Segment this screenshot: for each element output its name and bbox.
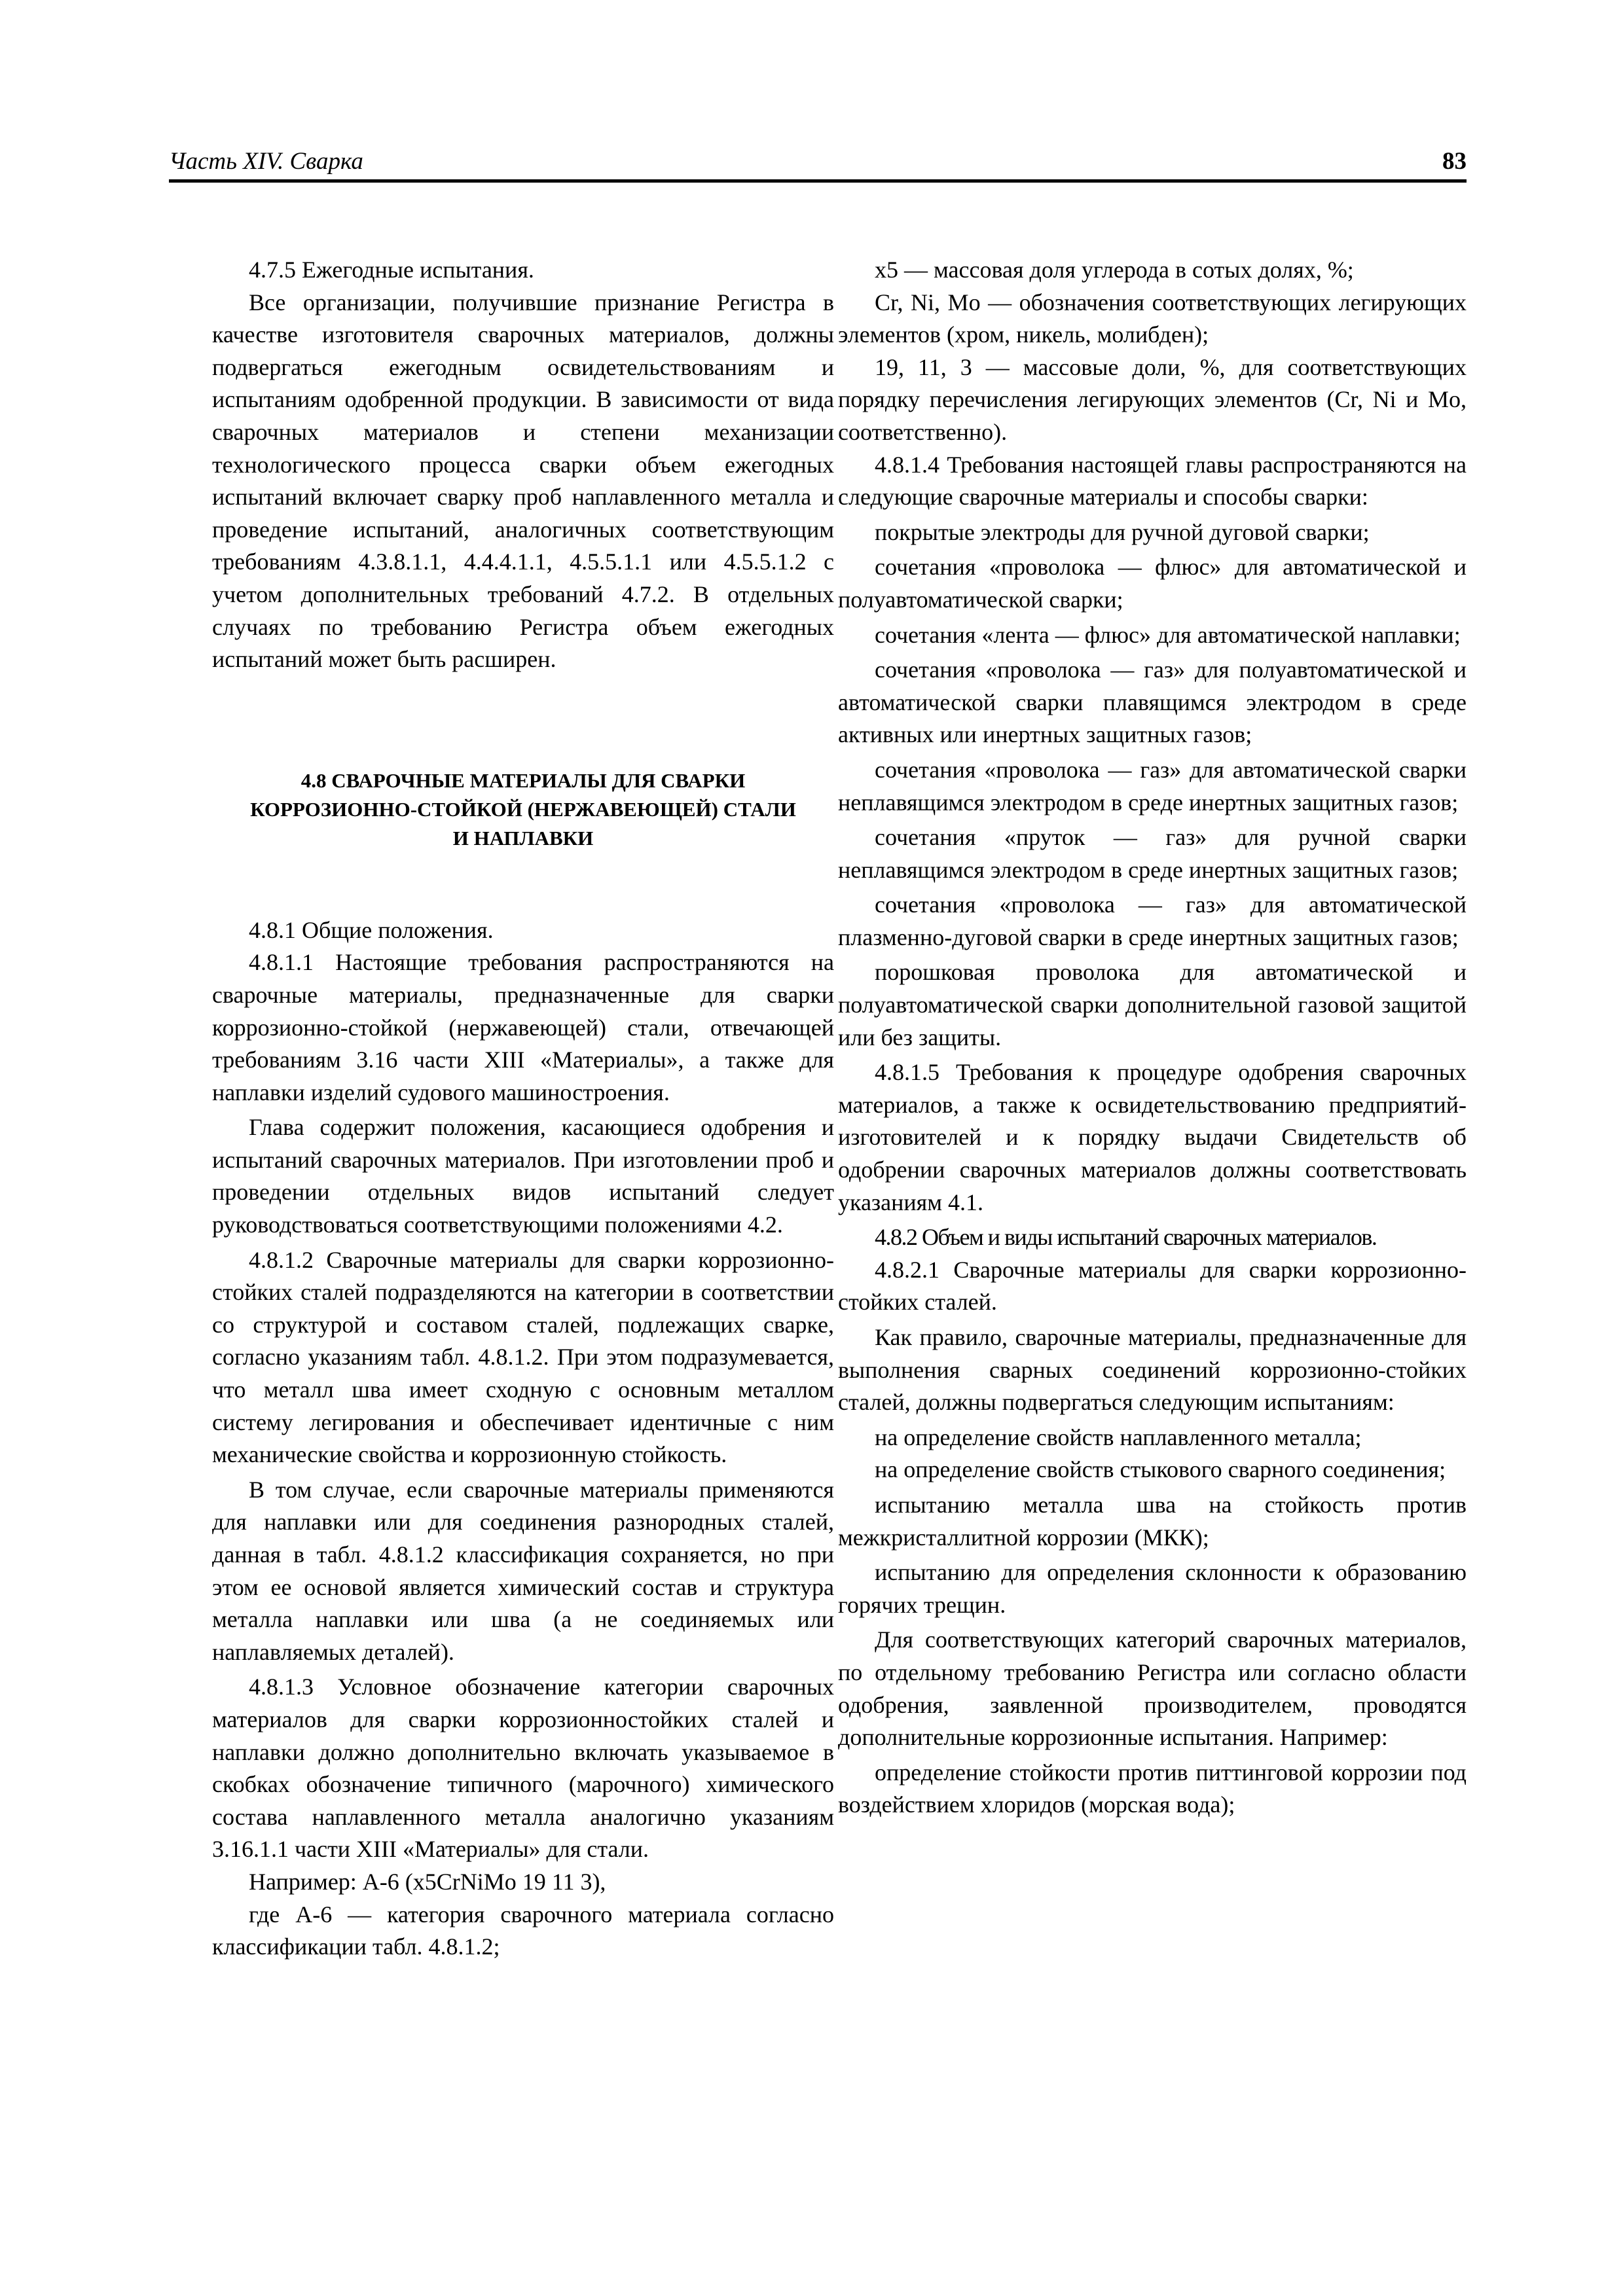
- paragraph-4-8-2-1: 4.8.2.1 Сварочные материалы для сварки коррозионно-стойких сталей.: [838, 1256, 1467, 1316]
- paragraph-4-8-1-heading: 4.8.1 Общие положения.: [249, 916, 494, 943]
- section-title-4-8: [212, 766, 834, 853]
- list-item-pitting: определение стойкости против питтинговой коррозии под воздействием хлоридов (морская вода);: [838, 1759, 1467, 1818]
- paragraph-4-8-1-3: 4.8.1.3 Условное обозначение категории сварочных материалов для сварки коррозионностойких сталей и наплавки должно дополнительно включать указываемое в скобках обозначение типичного (марочного) химического состава наплавленного металла аналогично указаниям 3.16.1.1 части XIII «Материалы» для стали.: [212, 1674, 834, 1863]
- paragraph-carbon-definition: x5 — массовая доля углерода в сотых долях, %;: [875, 257, 1354, 283]
- right-column: [838, 254, 1467, 1821]
- paragraph-4-8-2-heading: 4.8.2 Объем и виды испытаний сварочных материалов.: [875, 1224, 1377, 1251]
- list-item-wire-gas-nonconsumable: сочетания «проволока — газ» для автоматической сварки неплавящимся электродом в среде инертных защитных газов;: [838, 756, 1467, 816]
- paragraph-additional-tests: Для соответствующих категорий сварочных материалов, по отдельному требованию Регистра или согласно области одобрения, заявленной производителем, проводятся дополнительные коррозионные испытания. Например:: [838, 1626, 1467, 1751]
- paragraph-example: Например: А-6 (x5CrNiMo 19 11 3),: [249, 1868, 606, 1895]
- list-item-butt-joint: на определение свойств стыкового сварного соединения;: [875, 1456, 1446, 1483]
- part-title: Часть XIV. Сварка: [169, 148, 363, 175]
- section-title-line: КОРРОЗИОННО-СТОЙКОЙ (НЕРЖАВЕЮЩЕЙ) СТАЛИ: [250, 797, 796, 821]
- list-item-wire-flux: сочетания «проволока — флюс» для автоматической и полуавтоматической сварки;: [838, 554, 1467, 613]
- paragraph-elements-definition: Cr, Ni, Mo — обозначения соответствующих легирующих элементов (хром, никель, молибден);: [838, 289, 1467, 348]
- list-item-electrodes: покрытые электроды для ручной дуговой сварки;: [875, 518, 1370, 545]
- paragraph-annual-tests: Все организации, получившие признание Регистра в качестве изготовителя сварочных материалов, должны подвергаться ежегодным освидетельствованиям и испытаниям одобренной продукции. В зависимости от вида сварочных материалов и степени механизации технологического процесса сварки объем ежегодных испытаний включает сварку проб наплавленного металла и проведение испытаний, аналогичных соответствующим требованиям 4.3.8.1.1, 4.4.4.1.1, 4.5.5.1.1 или 4.5.5.1.2 с учетом дополнительных требований 4.7.2. В отдельных случаях по требованию Регистра объем ежегодных испытаний может быть расширен.: [212, 289, 834, 673]
- paragraph-example-explanation: где А-6 — категория сварочного материала согласно классификации табл. 4.8.1.2;: [212, 1901, 834, 1960]
- paragraph-4-8-1-5: 4.8.1.5 Требования к процедуре одобрения сварочных материалов, а также к освидетельствованию предприятий-изготовителей и к порядку выдачи Свидетельств об одобрении сварочных материалов должны соответствовать указаниям 4.1.: [838, 1059, 1467, 1215]
- running-header: [169, 145, 1467, 183]
- page-number: 83: [1442, 148, 1467, 175]
- list-item-hot-cracking: испытанию для определения склонности к образованию горячих трещин.: [838, 1559, 1467, 1618]
- left-column: [212, 254, 834, 1964]
- paragraph-tests-intro: Как правило, сварочные материалы, предназначенные для выполнения сварных соединений коррозионно-стойких сталей, должны подвергаться следующим испытаниям:: [838, 1324, 1467, 1416]
- paragraph-4-8-1-2: 4.8.1.2 Сварочные материалы для сварки коррозионно-стойких сталей подразделяются на категории в соответствии со структурой и составом сталей, подлежащих сварке, согласно указаниям табл. 4.8.1.2. При этом подразумевается, что металл шва имеет сходную с основным металлом систему легирования и обеспечивает идентичные с ним механические свойства и коррозионную стойкость.: [212, 1246, 834, 1468]
- list-item-deposited-metal: на определение свойств наплавленного металла;: [875, 1424, 1362, 1450]
- list-item-intergranular-corrosion: испытанию металла шва на стойкость против межкристаллитной коррозии (МКК);: [838, 1491, 1467, 1551]
- section-title-line: И НАПЛАВКИ: [452, 826, 594, 850]
- list-item-rod-gas: сочетания «пруток — газ» для ручной сварки неплавящимся электродом в среде инертных защитных газов;: [838, 824, 1467, 883]
- paragraph-4-8-1-4: 4.8.1.4 Требования настоящей главы распространяются на следующие сварочные материалы и способы сварки:: [838, 451, 1467, 511]
- list-item-wire-gas-consumable: сочетания «проволока — газ» для полуавтоматической и автоматической сварки плавящимся электродом в среде активных или инертных защитных газов;: [838, 656, 1467, 748]
- paragraph-chapter-scope: Глава содержит положения, касающиеся одобрения и испытаний сварочных материалов. При изготовлении проб и проведении отдельных видов испытаний следует руководствоваться соответствующими положениями 4.2.: [212, 1114, 834, 1238]
- paragraph-dissimilar-steels: В том случае, если сварочные материалы применяются для наплавки или для соединения разнородных сталей, данная в табл. 4.8.1.2 классификация сохраняется, но при этом ее основой является химический состав и структура металла наплавки или шва (а не соединяемых или наплавляемых деталей).: [212, 1476, 834, 1665]
- list-item-plasma: сочетания «проволока — газ» для автоматической плазменно-дуговой сварки в среде инертных защитных газов;: [838, 891, 1467, 950]
- list-item-flux-cored-wire: порошковая проволока для автоматической и полуавтоматической сварки дополнительной газовой защитой или без защиты.: [838, 959, 1467, 1050]
- paragraph-4-8-1-1: 4.8.1.1 Настоящие требования распространяются на сварочные материалы, предназначенные для сварки коррозионно-стойкой (нержавеющей) стали, отвечающей требованиям 3.16 части XIII «Материалы», а также для наплавки изделий судового машиностроения.: [212, 949, 834, 1105]
- list-item-strip-flux: сочетания «лента — флюс» для автоматической наплавки;: [875, 621, 1461, 648]
- paragraph-fractions-definition: 19, 11, 3 — массовые доли, %, для соответствующих порядку перечисления легирующих элементов (Cr, Ni и Mo, соответственно).: [838, 353, 1467, 445]
- paragraph-4-7-5-heading: 4.7.5 Ежегодные испытания.: [249, 257, 534, 283]
- section-title-line: 4.8 СВАРОЧНЫЕ МАТЕРИАЛЫ ДЛЯ СВАРКИ: [301, 768, 746, 792]
